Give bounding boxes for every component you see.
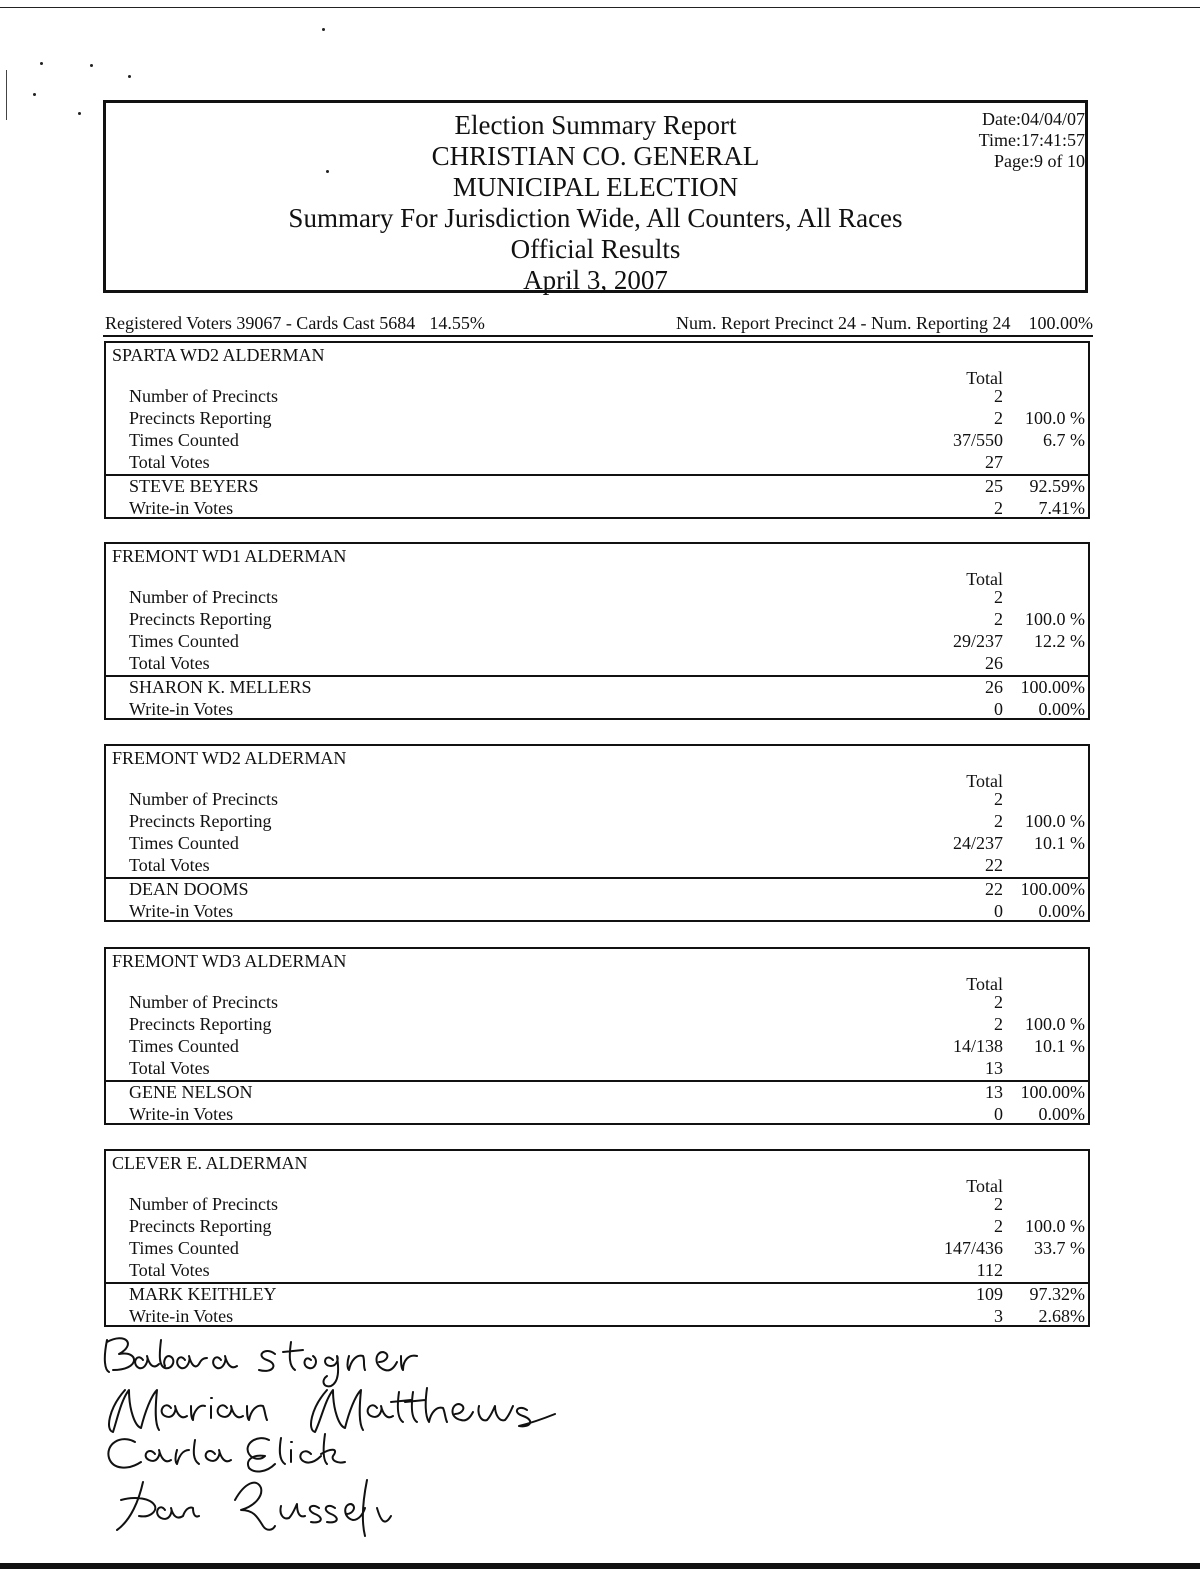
stat-row-value: 147/436 (943, 1238, 1003, 1258)
stat-row (106, 1057, 1088, 1079)
report-election-date: April 3, 2007 (523, 265, 668, 295)
stat-row-pct: 10.1 % (1034, 833, 1085, 853)
stat-row-pct: 100.0 % (1025, 408, 1085, 428)
stat-row-label: Total Votes (129, 1260, 210, 1280)
stat-row-pct: 6.7 % (1043, 430, 1085, 450)
race-title: FREMONT WD3 ALDERMAN (112, 951, 347, 971)
stat-row-label: Number of Precincts (129, 789, 278, 809)
stat-row (106, 1013, 1088, 1035)
stat-row (106, 832, 1088, 854)
stat-row-label: Times Counted (129, 631, 239, 651)
stat-row (106, 608, 1088, 630)
report-time: Time:17:41:57 (978, 130, 1085, 150)
page-bottom-edge (0, 1563, 1200, 1569)
stat-row-label: Total Votes (129, 452, 210, 472)
race-table (104, 542, 1090, 720)
stat-row-pct: 12.2 % (1034, 631, 1085, 651)
stat-row (106, 1193, 1088, 1215)
stat-row-label: Precincts Reporting (129, 811, 272, 831)
candidate-row-value: 0 (994, 1104, 1003, 1124)
stat-row (106, 385, 1088, 407)
stat-row-value: 2 (994, 789, 1003, 809)
candidate-row-label: Write-in Votes (129, 1306, 234, 1326)
stat-row-label: Times Counted (129, 1036, 239, 1056)
candidate-row-value: 109 (976, 1284, 1003, 1304)
stat-row-value: 29/237 (952, 631, 1003, 651)
stat-row-pct: 100.0 % (1025, 1014, 1085, 1034)
turnout-summary (105, 312, 1093, 334)
stat-row (106, 630, 1088, 652)
stat-row-label: Total Votes (129, 855, 210, 875)
stat-row-label: Number of Precincts (129, 992, 278, 1012)
candidate-row (106, 497, 1088, 519)
candidate-row-pct: 7.41% (1038, 498, 1085, 518)
race-title: FREMONT WD2 ALDERMAN (112, 748, 347, 768)
candidate-row (106, 1283, 1088, 1305)
stat-row-value: 2 (994, 1194, 1003, 1214)
reporting-percent: 100.00% (1028, 313, 1093, 333)
signature-1 (105, 1338, 417, 1386)
stat-row-value: 2 (994, 408, 1003, 428)
report-title-block (106, 110, 1085, 296)
stat-row-value: 2 (994, 992, 1003, 1012)
stat-row-value: 2 (994, 386, 1003, 406)
total-column-header: Total (966, 1176, 1003, 1196)
stat-row-value: 112 (976, 1260, 1003, 1280)
stat-row-value: 2 (994, 811, 1003, 831)
stat-row-label: Times Counted (129, 430, 239, 450)
stat-row (106, 810, 1088, 832)
candidate-row-label: STEVE BEYERS (129, 476, 259, 496)
candidate-row-pct: 0.00% (1038, 699, 1085, 719)
signature-block (95, 1330, 615, 1560)
candidate-row (106, 878, 1088, 900)
stat-row-value: 27 (985, 452, 1003, 472)
stat-row (106, 1215, 1088, 1237)
candidate-row (106, 698, 1088, 720)
candidate-row (106, 1103, 1088, 1125)
race-title: CLEVER E. ALDERMAN (112, 1153, 308, 1173)
scan-speck (128, 75, 131, 78)
candidate-row-pct: 2.68% (1038, 1306, 1085, 1326)
candidate-row-value: 13 (985, 1082, 1003, 1102)
stat-row (106, 586, 1088, 608)
stat-row (106, 854, 1088, 876)
candidate-row-value: 3 (994, 1306, 1003, 1326)
stat-row-value: 2 (994, 587, 1003, 607)
candidate-row-pct: 92.59% (1029, 476, 1085, 496)
stat-row-value: 14/138 (952, 1036, 1003, 1056)
stat-row-label: Times Counted (129, 1238, 239, 1258)
candidate-row (106, 900, 1088, 922)
stat-row-value: 37/550 (952, 430, 1003, 450)
candidate-row-label: DEAN DOOMS (129, 879, 249, 899)
candidate-row-label: Write-in Votes (129, 699, 234, 719)
race-table (104, 744, 1090, 922)
scan-speck (78, 112, 81, 115)
total-column-header: Total (966, 974, 1003, 994)
candidate-row-pct: 0.00% (1038, 901, 1085, 921)
signature-3 (108, 1434, 345, 1471)
race-title: SPARTA WD2 ALDERMAN (112, 345, 325, 365)
summary-rule (103, 335, 1093, 337)
report-election: MUNICIPAL ELECTION (452, 172, 739, 202)
candidate-row-value: 0 (994, 699, 1003, 719)
report-status: Official Results (510, 234, 681, 264)
candidate-row-pct: 100.00% (1020, 879, 1085, 899)
stat-row-label: Precincts Reporting (129, 1014, 272, 1034)
candidate-row-value: 22 (985, 879, 1003, 899)
race-title: FREMONT WD1 ALDERMAN (112, 546, 347, 566)
report-meta (979, 109, 1085, 172)
stat-row (106, 991, 1088, 1013)
stat-row (106, 788, 1088, 810)
report-date: Date:04/04/07 (982, 109, 1085, 129)
race-table (104, 341, 1090, 519)
report-scope: Summary For Jurisdiction Wide, All Counters, All Races (288, 203, 903, 233)
candidate-row-label: Write-in Votes (129, 498, 234, 518)
stat-row-pct: 100.0 % (1025, 811, 1085, 831)
stat-row-pct: 100.0 % (1025, 609, 1085, 629)
scan-speck (90, 64, 93, 67)
stat-row-value: 13 (985, 1058, 1003, 1078)
cards-cast-percent: 14.55% (429, 313, 485, 333)
candidate-row-label: MARK KEITHLEY (129, 1284, 277, 1304)
stat-row-pct: 33.7 % (1034, 1238, 1085, 1258)
candidate-row (106, 1305, 1088, 1327)
precincts-reporting-summary: Num. Report Precinct 24 - Num. Reporting 24 (676, 313, 1011, 333)
report-header (103, 100, 1088, 293)
total-column-header: Total (966, 569, 1003, 589)
stat-row (106, 1259, 1088, 1281)
candidate-row (106, 676, 1088, 698)
handwritten-signatures (95, 1330, 615, 1560)
signature-2 (109, 1388, 555, 1432)
candidate-row-pct: 100.00% (1020, 677, 1085, 697)
stat-row-label: Precincts Reporting (129, 609, 272, 629)
report-page: Page:9 of 10 (994, 151, 1085, 171)
stat-row (106, 407, 1088, 429)
candidate-row-label: SHARON K. MELLERS (129, 677, 312, 697)
stat-row-label: Total Votes (129, 1058, 210, 1078)
candidate-row-label: GENE NELSON (129, 1082, 253, 1102)
candidate-row-pct: 100.00% (1020, 1082, 1085, 1102)
stat-row (106, 451, 1088, 473)
page-left-edge-mark (6, 70, 7, 120)
stat-row-value: 22 (985, 855, 1003, 875)
registered-voters: Registered Voters 39067 - Cards Cast 5684 (105, 313, 416, 333)
stat-row (106, 429, 1088, 451)
candidate-row-label: Write-in Votes (129, 901, 234, 921)
stat-row-value: 2 (994, 609, 1003, 629)
stat-row-label: Precincts Reporting (129, 1216, 272, 1236)
scan-speck (33, 93, 36, 96)
report-title: Election Summary Report (454, 110, 737, 140)
stat-row-label: Number of Precincts (129, 386, 278, 406)
stat-row-value: 26 (985, 653, 1003, 673)
candidate-row (106, 1081, 1088, 1103)
race-table (104, 947, 1090, 1125)
race-table (104, 1149, 1090, 1327)
page-top-rule (0, 7, 1200, 8)
candidate-row-label: Write-in Votes (129, 1104, 234, 1124)
total-column-header: Total (966, 771, 1003, 791)
candidate-row-value: 2 (994, 498, 1003, 518)
signature-4 (117, 1480, 391, 1536)
scan-speck (40, 62, 43, 65)
stat-row-label: Times Counted (129, 833, 239, 853)
stat-row (106, 1035, 1088, 1057)
stat-row-pct: 100.0 % (1025, 1216, 1085, 1236)
total-column-header: Total (966, 368, 1003, 388)
stat-row (106, 1237, 1088, 1259)
stat-row-label: Number of Precincts (129, 1194, 278, 1214)
stat-row-pct: 10.1 % (1034, 1036, 1085, 1056)
report-county: CHRISTIAN CO. GENERAL (431, 141, 760, 171)
stat-row-label: Number of Precincts (129, 587, 278, 607)
candidate-row-pct: 97.32% (1029, 1284, 1085, 1304)
candidate-row-value: 0 (994, 901, 1003, 921)
candidate-row-value: 26 (985, 677, 1003, 697)
stat-row-value: 2 (994, 1014, 1003, 1034)
candidate-row-pct: 0.00% (1038, 1104, 1085, 1124)
candidate-row (106, 475, 1088, 497)
stat-row (106, 652, 1088, 674)
candidate-row-value: 25 (985, 476, 1003, 496)
stat-row-value: 2 (994, 1216, 1003, 1236)
scan-speck (322, 28, 325, 31)
stat-row-value: 24/237 (952, 833, 1003, 853)
stat-row-label: Precincts Reporting (129, 408, 272, 428)
stat-row-label: Total Votes (129, 653, 210, 673)
